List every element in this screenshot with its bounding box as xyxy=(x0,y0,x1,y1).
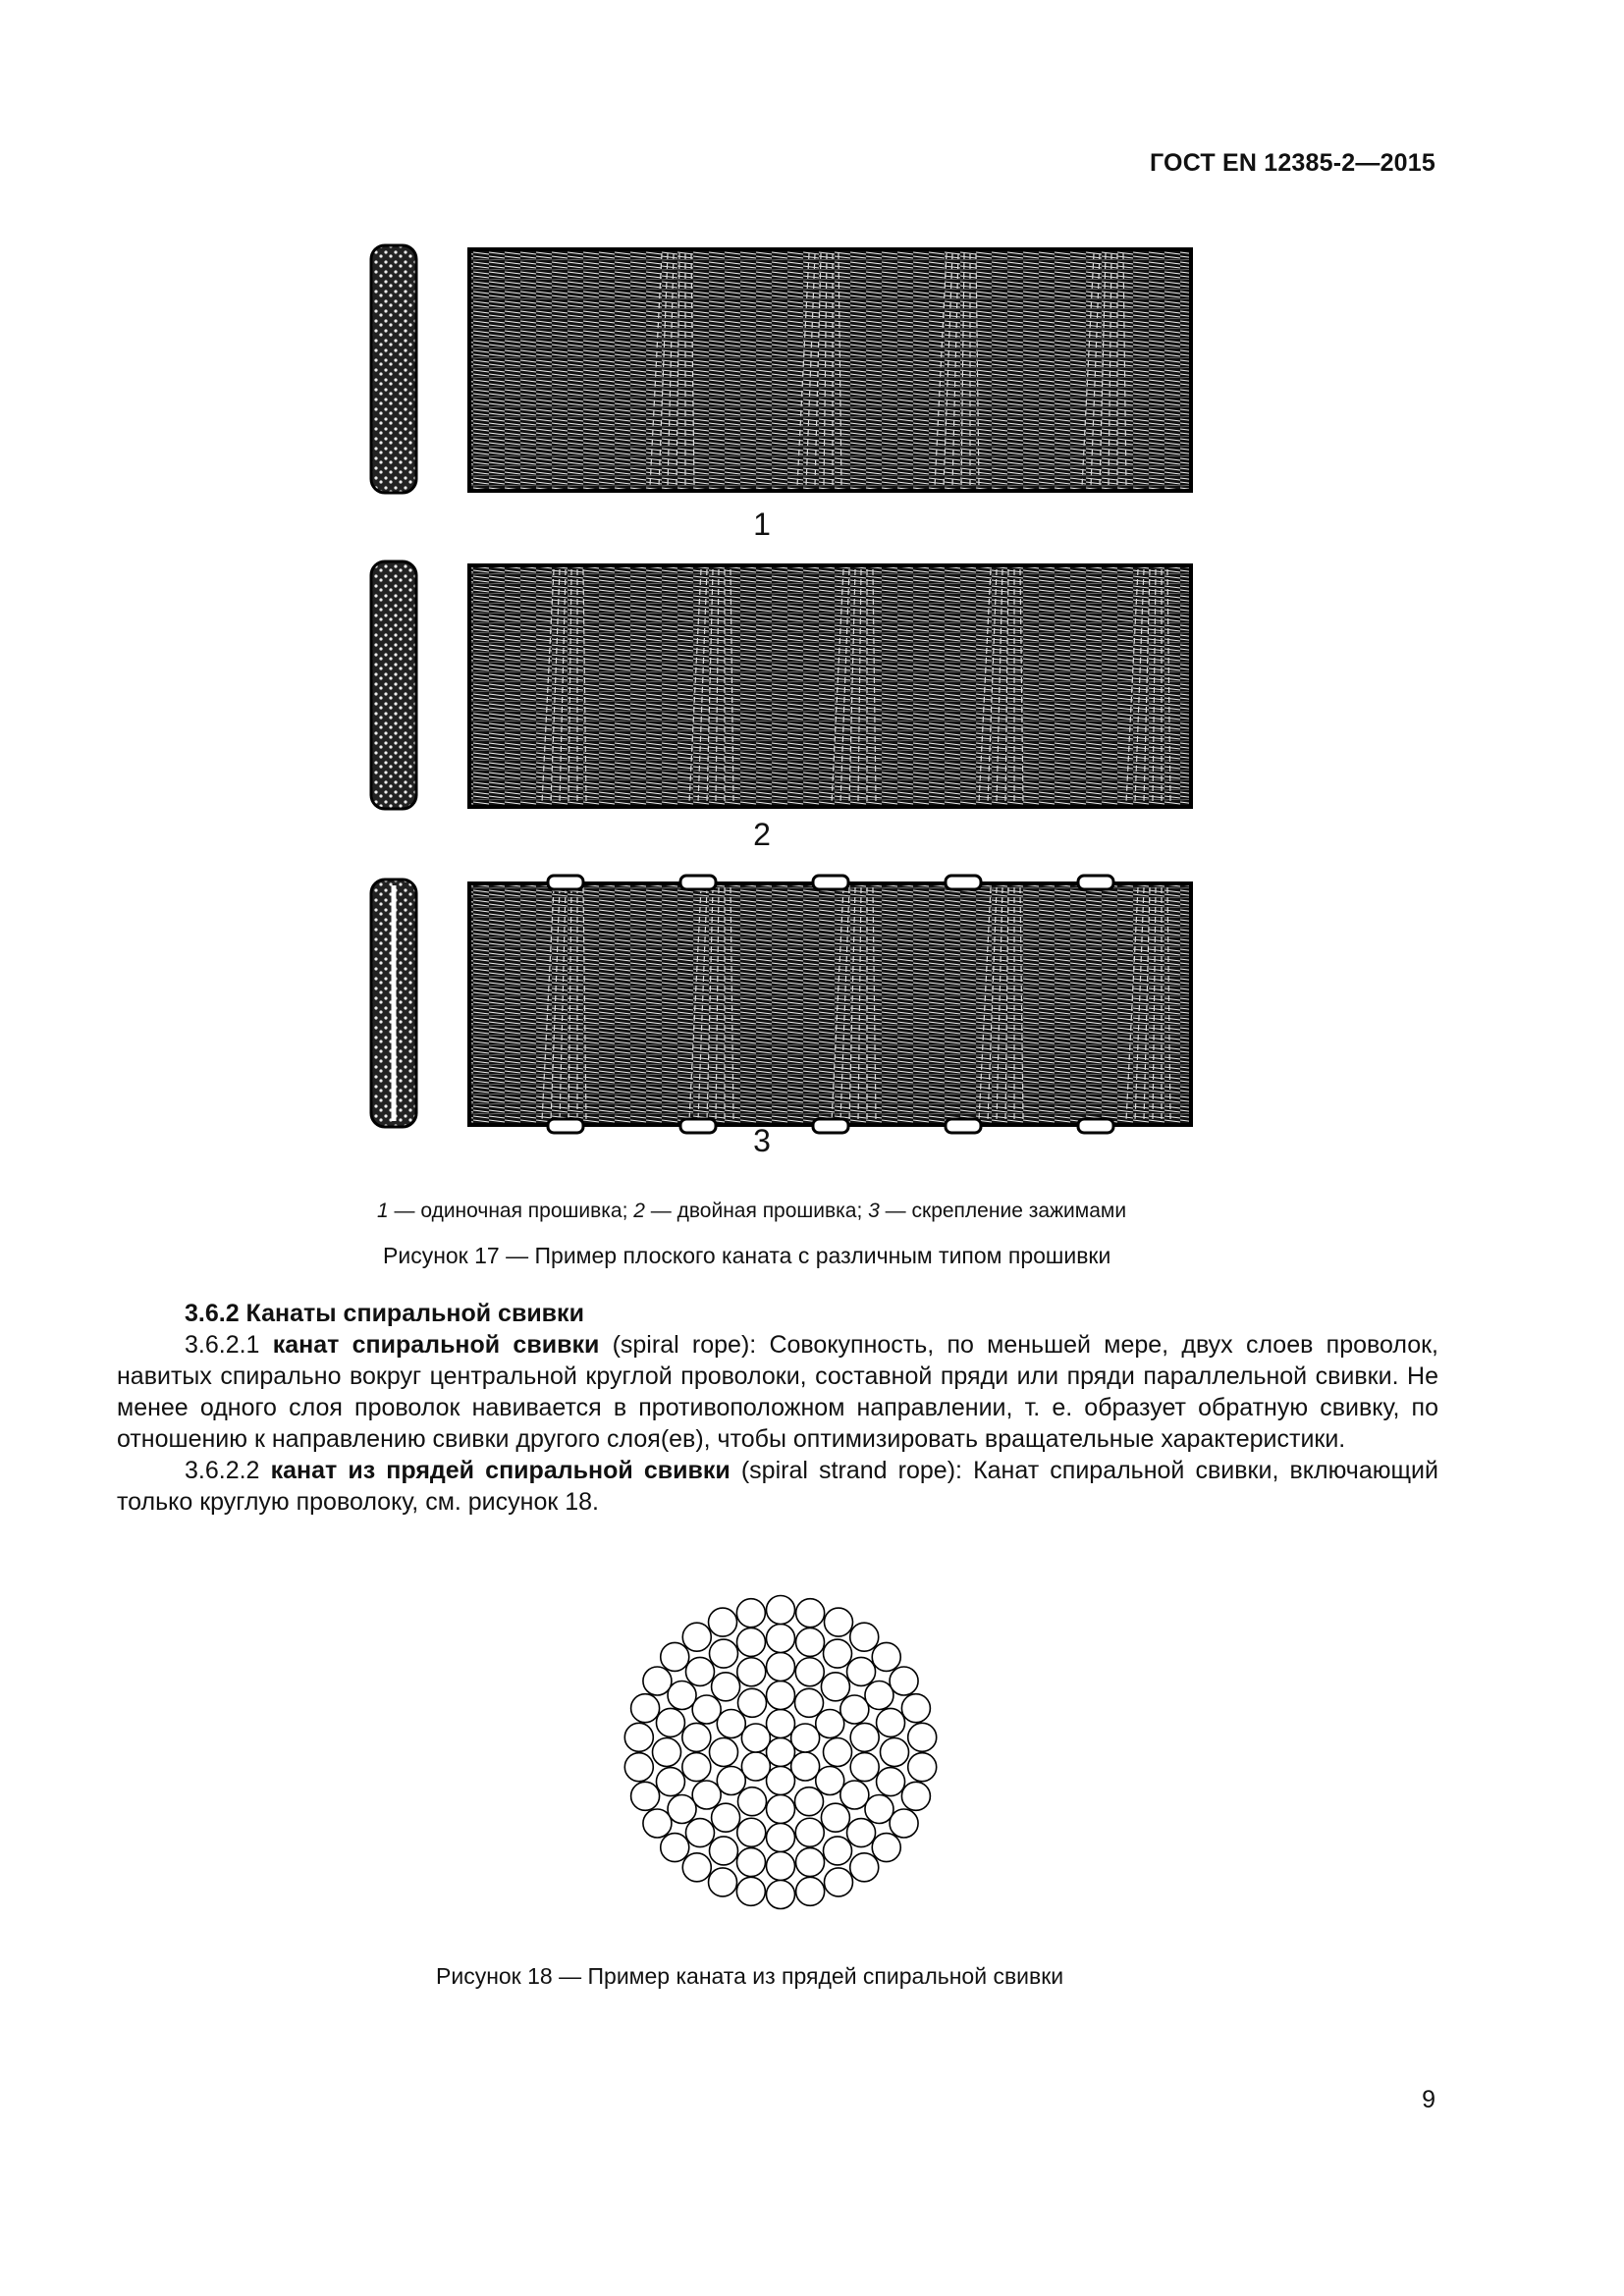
figure-17-label-1: 1 xyxy=(753,507,771,542)
wire-cross-section xyxy=(767,1881,795,1909)
wire-cross-section xyxy=(741,1752,770,1781)
wire-cross-section xyxy=(796,1628,825,1656)
clamp-bottom xyxy=(548,1119,583,1133)
wire-cross-section xyxy=(712,1803,740,1832)
flat-rope-illustration xyxy=(363,240,1198,1172)
definition-3-6-2-2 xyxy=(117,1455,1438,1518)
wire-cross-section xyxy=(685,1657,714,1685)
clause-number-2: 3.6.2.2 xyxy=(185,1457,271,1484)
wire-cross-section xyxy=(736,1848,765,1877)
wire-cross-section xyxy=(908,1753,937,1782)
wire-cross-section xyxy=(795,1658,824,1686)
wire-cross-section xyxy=(791,1752,820,1781)
wire-cross-section xyxy=(668,1795,696,1824)
rope-side-view-1 xyxy=(371,245,416,493)
wire-cross-section xyxy=(709,1868,737,1896)
wire-cross-section xyxy=(816,1767,844,1795)
wire-cross-section xyxy=(736,1877,765,1905)
wire-cross-section xyxy=(795,1688,824,1717)
wire-cross-section xyxy=(736,1628,765,1656)
figure-17 xyxy=(363,240,1198,1172)
wire-cross-section xyxy=(767,1625,795,1653)
legend-text-1: — одиночная прошивка; xyxy=(388,1200,634,1222)
wire-cross-section xyxy=(901,1694,930,1723)
wire-cross-section xyxy=(824,1608,852,1636)
wire-cross-section xyxy=(850,1623,879,1651)
wire-cross-section xyxy=(767,1596,795,1625)
wire-cross-section xyxy=(685,1819,714,1847)
wire-cross-section xyxy=(796,1848,825,1877)
wire-cross-section xyxy=(881,1738,909,1767)
clamp-bottom xyxy=(813,1119,848,1133)
wire-cross-section xyxy=(710,1738,738,1767)
wire-cross-section xyxy=(877,1708,905,1736)
figure-18-caption: Рисунок 18 — Пример каната из прядей спиральной свивки xyxy=(436,1963,1064,1989)
wire-cross-section xyxy=(717,1710,745,1738)
wire-cross-section xyxy=(737,1818,766,1846)
wire-cross-section xyxy=(865,1682,893,1710)
wire-cross-section xyxy=(791,1724,820,1752)
term-spiral-rope: канат спиральной свивки xyxy=(272,1331,600,1359)
wire-cross-section xyxy=(824,1868,852,1896)
wire-cross-section xyxy=(890,1809,918,1838)
wire-cross-section xyxy=(692,1695,721,1724)
wire-cross-section xyxy=(624,1723,653,1751)
definition-text-2: (spiral strand rope): Канат спиральной свивки, включающий только круглую проволоку, см. рисунок 18. xyxy=(117,1457,1438,1516)
rope-side-view-2 xyxy=(371,561,416,809)
figure-17-legend xyxy=(377,1200,1126,1223)
wire-cross-section xyxy=(661,1834,689,1862)
wire-cross-section xyxy=(824,1639,852,1668)
wire-cross-section xyxy=(840,1781,869,1809)
page-number: 9 xyxy=(1422,2086,1435,2113)
wire-cross-section xyxy=(850,1753,879,1782)
wire-cross-section xyxy=(631,1782,660,1810)
wire-cross-section xyxy=(741,1724,770,1752)
wire-cross-section xyxy=(847,1819,876,1847)
wire-cross-section xyxy=(682,1853,711,1882)
wire-cross-section xyxy=(821,1673,849,1701)
wire-cross-section xyxy=(824,1738,852,1767)
clamp-top xyxy=(946,876,981,889)
wire-cross-section xyxy=(738,1688,767,1717)
wire-cross-section xyxy=(668,1682,696,1710)
wire-cross-section xyxy=(653,1738,681,1767)
wire-cross-section xyxy=(767,1795,795,1824)
spiral-strand-cross-section xyxy=(619,1590,943,1914)
wire-cross-section xyxy=(821,1803,849,1832)
wire-cross-section xyxy=(624,1753,653,1782)
definition-text-1: (spiral rope): Совокупность, по меньшей мере, двух слоев проволок, навитых спирально вокруг центральной круглой проволоки, составной пряди или пряди параллельной свивки. Не менее одного слоя проволок навивается в противоположном направлении, т. е. образует обратную свивку, по отношению к направлению свивки другого слоя(ев), чтобы оптимизировать вращательные характеристики. xyxy=(117,1331,1439,1453)
clamp-top xyxy=(813,876,848,889)
wire-cross-section xyxy=(717,1767,745,1795)
wire-cross-section xyxy=(712,1673,740,1701)
figure-17-label-3: 3 xyxy=(753,1123,771,1158)
wire-cross-section xyxy=(816,1710,844,1738)
wire-cross-section xyxy=(767,1710,795,1738)
wire-cross-section xyxy=(767,1738,795,1767)
wire-cross-section xyxy=(682,1723,711,1751)
section-3-6-2 xyxy=(117,1298,1438,1518)
wire-cross-section xyxy=(631,1694,660,1723)
wire-cross-section xyxy=(795,1788,824,1816)
flat-rope-1 xyxy=(469,249,1191,491)
wire-cross-section xyxy=(767,1824,795,1852)
wire-cross-section xyxy=(682,1753,711,1782)
wire-cross-section xyxy=(692,1781,721,1809)
wire-cross-section xyxy=(824,1837,852,1865)
wire-cross-section xyxy=(767,1767,795,1795)
clause-number-1: 3.6.2.1 xyxy=(185,1331,273,1359)
section-heading: 3.6.2 Канаты спиральной свивки xyxy=(185,1300,584,1327)
wire-cross-section xyxy=(767,1682,795,1710)
wire-cross-section xyxy=(709,1608,737,1636)
wire-cross-section xyxy=(850,1723,879,1751)
wire-cross-section xyxy=(901,1782,930,1810)
legend-num-1: 1 xyxy=(377,1200,389,1222)
clamp-bottom xyxy=(946,1119,981,1133)
wire-cross-section xyxy=(872,1834,900,1862)
clamp-bottom xyxy=(1078,1119,1113,1133)
wire-cross-section xyxy=(643,1809,672,1838)
wire-cross-section xyxy=(877,1768,905,1796)
definition-3-6-2-1 xyxy=(117,1329,1438,1455)
wire-cross-section xyxy=(850,1853,879,1882)
wire-cross-section xyxy=(736,1599,765,1628)
wire-cross-section xyxy=(795,1818,824,1846)
document-code-header: ГОСТ EN 12385-2—2015 xyxy=(1150,149,1435,177)
legend-num-2: 2 xyxy=(633,1200,645,1222)
wire-cross-section xyxy=(796,1599,825,1628)
wire-cross-section xyxy=(737,1658,766,1686)
wire-cross-section xyxy=(656,1708,684,1736)
clamp-bottom xyxy=(680,1119,716,1133)
clamp-top xyxy=(548,876,583,889)
wire-cross-section xyxy=(710,1639,738,1668)
wire-cross-section xyxy=(890,1667,918,1695)
wire-cross-section xyxy=(738,1788,767,1816)
figure-17-label-2: 2 xyxy=(753,817,771,852)
legend-text-3: — скрепление зажимами xyxy=(879,1200,1127,1222)
wire-cross-section xyxy=(661,1642,689,1671)
clamp-top xyxy=(1078,876,1113,889)
wire-cross-section xyxy=(840,1695,869,1724)
wire-cross-section xyxy=(767,1852,795,1881)
wire-cross-section xyxy=(656,1768,684,1796)
term-spiral-strand-rope: канат из прядей спиральной свивки xyxy=(270,1457,731,1484)
figure-17-caption: Рисунок 17 — Пример плоского каната с различным типом прошивки xyxy=(383,1243,1111,1268)
wire-cross-section xyxy=(643,1667,672,1695)
wire-cross-section xyxy=(710,1837,738,1865)
wire-cross-section xyxy=(767,1653,795,1682)
wire-cross-section xyxy=(865,1795,893,1824)
figure-18 xyxy=(619,1590,943,1914)
wire-cross-section xyxy=(682,1623,711,1651)
wire-cross-section xyxy=(908,1723,937,1751)
legend-text-2: — двойная прошивка; xyxy=(644,1200,869,1222)
wire-cross-section xyxy=(872,1642,900,1671)
clamp-top xyxy=(680,876,716,889)
wire-cross-section xyxy=(847,1657,876,1685)
legend-num-3: 3 xyxy=(868,1200,880,1222)
wire-cross-section xyxy=(796,1877,825,1905)
